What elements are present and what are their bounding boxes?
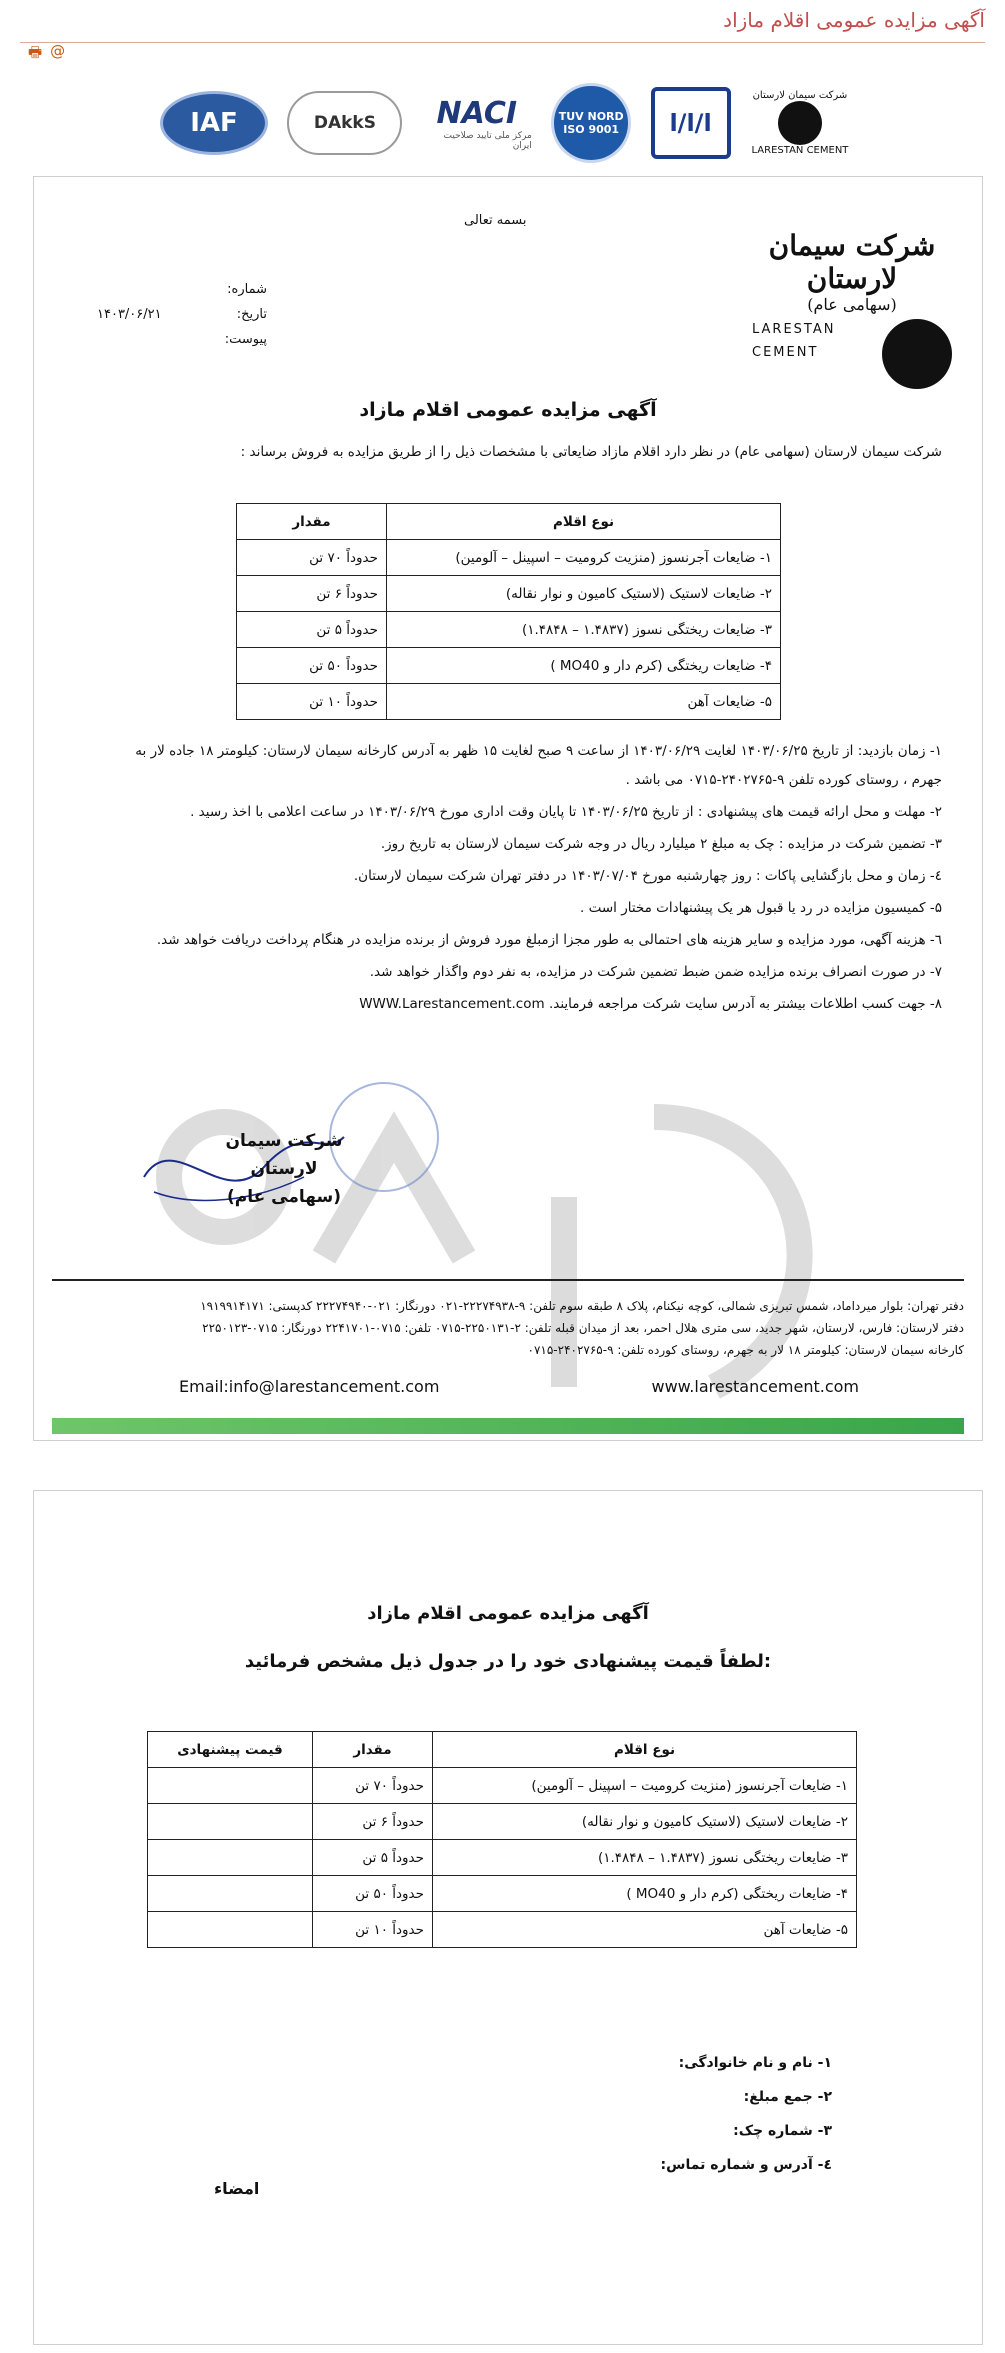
footer-divider (52, 1279, 964, 1281)
header-quantity: مقدار (237, 504, 387, 540)
cell-bid-price[interactable] (148, 1912, 313, 1948)
cell-item: ۳- ضایعات ریختگی نسوز (۱.۴۸۳۷ – ۱.۴۸۴۸) (387, 612, 781, 648)
cell-bid-price[interactable] (148, 1804, 313, 1840)
table-row (237, 612, 781, 648)
bid-form (33, 1490, 983, 2345)
header-bid-price: قیمت پیشنهادی (148, 1732, 313, 1768)
meta-attachment-label: پیوست: (224, 332, 267, 347)
table-row (237, 576, 781, 612)
tuv-logo-top: TUV NORD (558, 110, 624, 123)
table-row (148, 1804, 857, 1840)
field-total-amount: ۲- جمع مبلغ: (743, 2089, 832, 2105)
print-icon[interactable]: 🖶 (28, 43, 43, 61)
bidder-fields (532, 2046, 832, 2182)
conditions-list (107, 737, 942, 1022)
toolbar (28, 42, 65, 67)
footer-website[interactable]: www.larestancement.com (651, 1377, 859, 1396)
letter-footer (44, 1295, 964, 1361)
header-item-type: نوع اقلام (387, 504, 781, 540)
bid-table (147, 1731, 857, 1948)
cell-bid-price[interactable] (148, 1768, 313, 1804)
footer-green-bar (52, 1418, 964, 1434)
cell-quantity: حدوداً ۵۰ تن (237, 648, 387, 684)
meta-number-label: شماره: (227, 282, 267, 297)
cell-quantity: حدوداً ۶ تن (237, 576, 387, 612)
announcement-letter (33, 176, 983, 1441)
naci-logo-text: NACI (436, 95, 518, 131)
cell-item: ۳- ضایعات ریختگی نسوز (۱.۴۸۳۷ – ۱.۴۸۴۸) (433, 1840, 857, 1876)
email-icon[interactable]: @ (50, 42, 66, 60)
website-link[interactable]: WWW.Larestancement.com (359, 996, 545, 1012)
cell-quantity: حدوداً ۷۰ تن (237, 540, 387, 576)
page-title: آگهی مزایده عمومی اقلام مازاد (20, 8, 985, 43)
cell-item: ۵- ضایعات آهن (433, 1912, 857, 1948)
condition-item: ۷- در صورت انصراف برنده مزایده ضمن ضبط تضمین شرکت در مزایده، به نفر دوم واگذار خواهد شد. (369, 964, 942, 980)
cell-item: ۱- ضایعات آجرنسوز (منزیت کرومیت – اسپینل – آلومین) (387, 540, 781, 576)
letterhead (752, 229, 952, 360)
cell-item: ۴- ضایعات ریختگی (کرم دار و MO40 ) (433, 1876, 857, 1912)
condition-item: ٦- هزینه آگهی، مورد مزایده و سایر هزینه های احتمالی به طور مجزا ازمبلغ مورد فروش از برنده مزایده در هنگام پرداخت دریافت خواهد شد. (156, 932, 942, 948)
meta-date-value: ۱۴۰۳/۰۶/۲۱ (97, 307, 162, 322)
cell-quantity: حدوداً ۵ تن (237, 612, 387, 648)
announcement-title: آگهی مزایده عمومی اقلام مازاد (359, 399, 657, 421)
cell-item: ۲- ضایعات لاستیک (لاستیک کامیون و نوار نقاله) (387, 576, 781, 612)
cell-item: ۱- ضایعات آجرنسوز (منزیت کرومیت – اسپینل – آلومین) (433, 1768, 857, 1804)
letterhead-en-1: LARESTAN (752, 322, 836, 337)
letterhead-type: (سهامی عام) (807, 295, 897, 314)
signature-company: شرکت سیمان لارستان (225, 1131, 343, 1179)
cell-item: ۵- ضایعات آهن (387, 684, 781, 720)
cell-item: ۴- ضایعات ریختگی (کرم دار و MO40 ) (387, 648, 781, 684)
cell-quantity: حدوداً ۶ تن (313, 1804, 433, 1840)
header-quantity: مقدار (313, 1732, 433, 1768)
cell-quantity: حدوداً ۱۰ تن (237, 684, 387, 720)
signature-label: امضاء (214, 2179, 260, 2198)
condition-item: ۵- کمیسیون مزایده در رد یا قبول هر یک پیشنهادات مختار است . (580, 900, 942, 916)
naci-logo (422, 88, 532, 158)
table-row (148, 1912, 857, 1948)
iaf-logo: IAF (160, 91, 268, 155)
field-check-number: ۳- شماره چک: (733, 2123, 832, 2139)
meta-number (97, 277, 267, 302)
table-row (148, 1768, 857, 1804)
tuv-logo (551, 83, 631, 163)
table-row (148, 1876, 857, 1912)
footer-larestan-office: دفتر لارستان: فارس، لارستان، شهر جدید، سی متری هلال احمر، بعد از میدان قبله تلفن: ۲-۲۲۵۰۱۳۱-۰۷۱۵ تلفن: ۰۷۱۵-۲۲۴۱۷۰۱ دورنگار: ۰۷۱۵-۲۲۵۰۱۲۳ (202, 1321, 964, 1335)
condition-item: ۱- زمان بازدید: از تاریخ ۱۴۰۳/۰۶/۲۵ لغایت ۱۴۰۳/۰۶/۲۹ از ساعت ۹ صبح لغایت ۱۵ ظهر به آدرس کارخانه سیمان لارستان: کیلومتر ۱۸ جاده لار به جهرم ، روستای کورده تلفن ۹-۲۴۰۲۷۶۵-۰۷۱۵ می باشد . (135, 743, 942, 788)
footer-factory: کارخانه سیمان لارستان: کیلومتر ۱۸ لار به جهرم، روستای کورده تلفن: ۹-۲۴۰۲۷۶۵-۰۷۱۵ (527, 1343, 964, 1357)
larestan-logo-fa: شرکت سیمان لارستان (752, 90, 848, 101)
table-header-row (237, 504, 781, 540)
condition-item-text: ۸- جهت کسب اطلاعات بیشتر به آدرس سایت شرکت مراجعه فرمایند. (548, 996, 942, 1012)
cell-quantity: حدوداً ۷۰ تن (313, 1768, 433, 1804)
table-header-row (148, 1732, 857, 1768)
footer-tehran-office: دفتر تهران: بلوار میرداماد، شمس تبریزی شمالی، کوچه نیکنام، پلاک ۸ طبقه سوم تلفن: ۹-۲۲۲۷۴۹۳۸-۰۲۱ دورنگار: ۰۲۱-۲۲۲۷۴۹۴۰ کدپستی: ۱۹۱۹۹۱۴۱۷۱ (200, 1299, 964, 1313)
tuv-logo-bottom: ISO 9001 (563, 123, 620, 136)
cell-item: ۲- ضایعات لاستیک (لاستیک کامیون و نوار نقاله) (433, 1804, 857, 1840)
cell-bid-price[interactable] (148, 1876, 313, 1912)
isiri-logo: ا/ا/ا (651, 87, 731, 159)
bid-form-title: آگهی مزایده عمومی اقلام مازاد (367, 1603, 649, 1624)
meta-date (97, 302, 267, 327)
announcement-intro: شرکت سیمان لارستان (سهامی عام) در نظر دارد اقلام مازاد ضایعاتی با مشخصات ذیل را از طریق مزایده به فروش برساند : (240, 444, 942, 460)
cell-bid-price[interactable] (148, 1840, 313, 1876)
header-item-type: نوع اقلام (433, 1732, 857, 1768)
field-full-name: ۱- نام و نام خانوادگی: (678, 2055, 832, 2071)
field-address-phone: ٤- آدرس و شماره تماس: (660, 2157, 832, 2173)
letterhead-company: شرکت سیمان لارستان (768, 229, 936, 295)
dakks-logo: DAkkS (287, 91, 402, 155)
meta-date-label: تاریخ: (236, 307, 267, 322)
condition-item: ۲- مهلت و محل ارائه قیمت های پیشنهادی : از تاریخ ۱۴۰۳/۰۶/۲۵ تا پایان وقت اداری مورخ ۱۴۰۳/۰۶/۲۹ در ساعت اعلامی با اخذ رسید . (190, 804, 942, 820)
table-row (237, 684, 781, 720)
condition-item: ۳- تضمین شرکت در مزایده : چک به مبلغ ۲ میلیارد ریال در وجه شرکت سیمان لارستان به تاریخ روز. (380, 836, 942, 852)
meta-attachment (97, 327, 267, 352)
larestan-logo-en: LARESTAN CEMENT (751, 145, 849, 156)
letter-meta (97, 277, 267, 352)
signature-type: (سهامی عام) (227, 1187, 341, 1207)
items-table (236, 503, 781, 720)
footer-email[interactable]: Email:info@larestancement.com (179, 1377, 440, 1396)
table-row (237, 648, 781, 684)
larestan-mark-icon (778, 101, 822, 145)
larestan-logo (750, 83, 850, 163)
naci-caption: مرکز ملی تایید صلاحیت ایران (443, 130, 532, 151)
basmala: بسمه تعالی (464, 213, 527, 228)
signature-block (194, 1127, 374, 1211)
letterhead-mark-icon (882, 319, 952, 389)
footer-contacts (179, 1377, 859, 1396)
cell-quantity: حدوداً ۵ تن (313, 1840, 433, 1876)
bid-form-subtitle: لطفاً قیمت پیشنهادی خود را در جدول ذیل مشخص فرمائید: (244, 1651, 772, 1672)
cell-quantity: حدوداً ۵۰ تن (313, 1876, 433, 1912)
letterhead-en-2: CEMENT (752, 345, 819, 360)
cell-quantity: حدوداً ۱۰ تن (313, 1912, 433, 1948)
condition-item: ٤- زمان و محل بازگشایی پاکات : روز چهارشنبه مورخ ۱۴۰۳/۰۷/۰۴ در دفتر تهران شرکت سیمان لارستان. (353, 868, 942, 884)
condition-item-website (107, 990, 942, 1019)
table-row (237, 540, 781, 576)
certification-logos (160, 78, 850, 168)
table-row (148, 1840, 857, 1876)
